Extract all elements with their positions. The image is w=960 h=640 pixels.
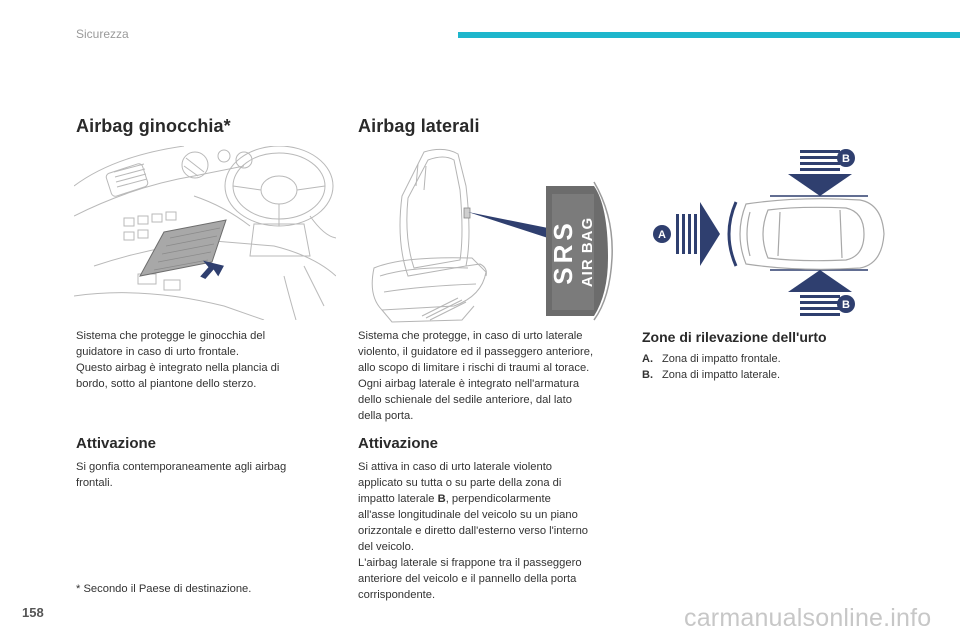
marker-b-top: B bbox=[842, 153, 850, 165]
side-activation-line-start: impatto laterale bbox=[358, 493, 438, 505]
knee-intro-line: Questo airbag è integrato nella plancia di bbox=[76, 362, 280, 374]
header-accent-bar bbox=[458, 32, 960, 38]
knee-airbag-description bbox=[76, 328, 279, 392]
impact-zones-title: Zone di rilevazione dell'urto bbox=[642, 329, 827, 345]
side-activation-line: del veicolo. bbox=[358, 541, 414, 553]
impact-zones-diagram bbox=[650, 148, 890, 318]
side-activation-line: orizzontale e diretto dall'esterno verso l'interno bbox=[358, 525, 589, 537]
zone-description: Zona di impatto laterale. bbox=[662, 369, 781, 381]
side-activation-line: anteriore del veicolo e il pannello della porta bbox=[358, 573, 577, 585]
side-intro-line: violento, il guidatore ed il passeggero anteriore, bbox=[358, 346, 594, 358]
zone-legend-item bbox=[642, 367, 781, 383]
zone-b-reference: B bbox=[437, 493, 446, 505]
side-activation-title: Attivazione bbox=[358, 435, 439, 452]
footnote: * Secondo il Paese di destinazione. bbox=[76, 583, 252, 595]
side-intro-line: Sistema che protegge, in caso di urto laterale bbox=[358, 330, 583, 342]
side-airbag-illustration bbox=[362, 146, 622, 324]
watermark: carmanualsonline.info bbox=[684, 604, 932, 632]
knee-intro-line: bordo, sotto al piantone dello sterzo. bbox=[76, 378, 257, 390]
marker-b-bottom: B bbox=[842, 299, 850, 311]
side-activation-line: corrispondente. bbox=[358, 589, 436, 601]
knee-activation-text bbox=[76, 459, 286, 491]
knee-activation-line: frontali. bbox=[76, 477, 113, 489]
side-intro-line: della porta. bbox=[358, 410, 414, 422]
side-intro-line: allo scopo di limitare i rischi di traumi al torace. bbox=[358, 362, 590, 374]
side-activation-line: Si attiva in caso di urto laterale violento bbox=[358, 461, 553, 473]
side-activation-text bbox=[358, 459, 588, 603]
marker-a: A bbox=[658, 229, 666, 241]
srs-label-line1: SRS bbox=[548, 219, 578, 285]
side-activation-line: applicato su tutta o su parte della zona di bbox=[358, 477, 562, 489]
section-label: Sicurezza bbox=[76, 27, 129, 41]
side-intro-line: dello schienale del sedile anteriore, dal lato bbox=[358, 394, 572, 406]
zone-letter: B. bbox=[642, 369, 653, 381]
zone-description: Zona di impatto frontale. bbox=[662, 353, 781, 365]
knee-activation-line: Si gonfia contemporaneamente agli airbag bbox=[76, 461, 287, 473]
impact-zones-legend bbox=[642, 351, 781, 383]
side-activation-line: all'asse longitudinale del veicolo su un piano bbox=[358, 509, 578, 521]
knee-intro-line: Sistema che protegge le ginocchia del bbox=[76, 330, 266, 342]
knee-airbag-title: Airbag ginocchia* bbox=[76, 116, 231, 136]
side-activation-line: L'airbag laterale si frappone tra il passeggero bbox=[358, 557, 582, 569]
side-airbag-title: Airbag laterali bbox=[358, 116, 480, 136]
knee-airbag-illustration bbox=[74, 146, 336, 320]
side-activation-line bbox=[358, 491, 588, 507]
knee-activation-title: Attivazione bbox=[76, 435, 157, 452]
knee-intro-line: guidatore in caso di urto frontale. bbox=[76, 346, 239, 358]
side-intro-line: Ogni airbag laterale è integrato nell'armatura bbox=[358, 378, 580, 390]
zone-legend-item bbox=[642, 351, 781, 367]
side-activation-line-end: , perpendicolarmente bbox=[445, 493, 551, 505]
page-number: 158 bbox=[22, 605, 44, 620]
zone-letter: A. bbox=[642, 353, 653, 365]
srs-label-line2: AIR BAG bbox=[579, 216, 596, 288]
side-airbag-description bbox=[358, 328, 593, 424]
